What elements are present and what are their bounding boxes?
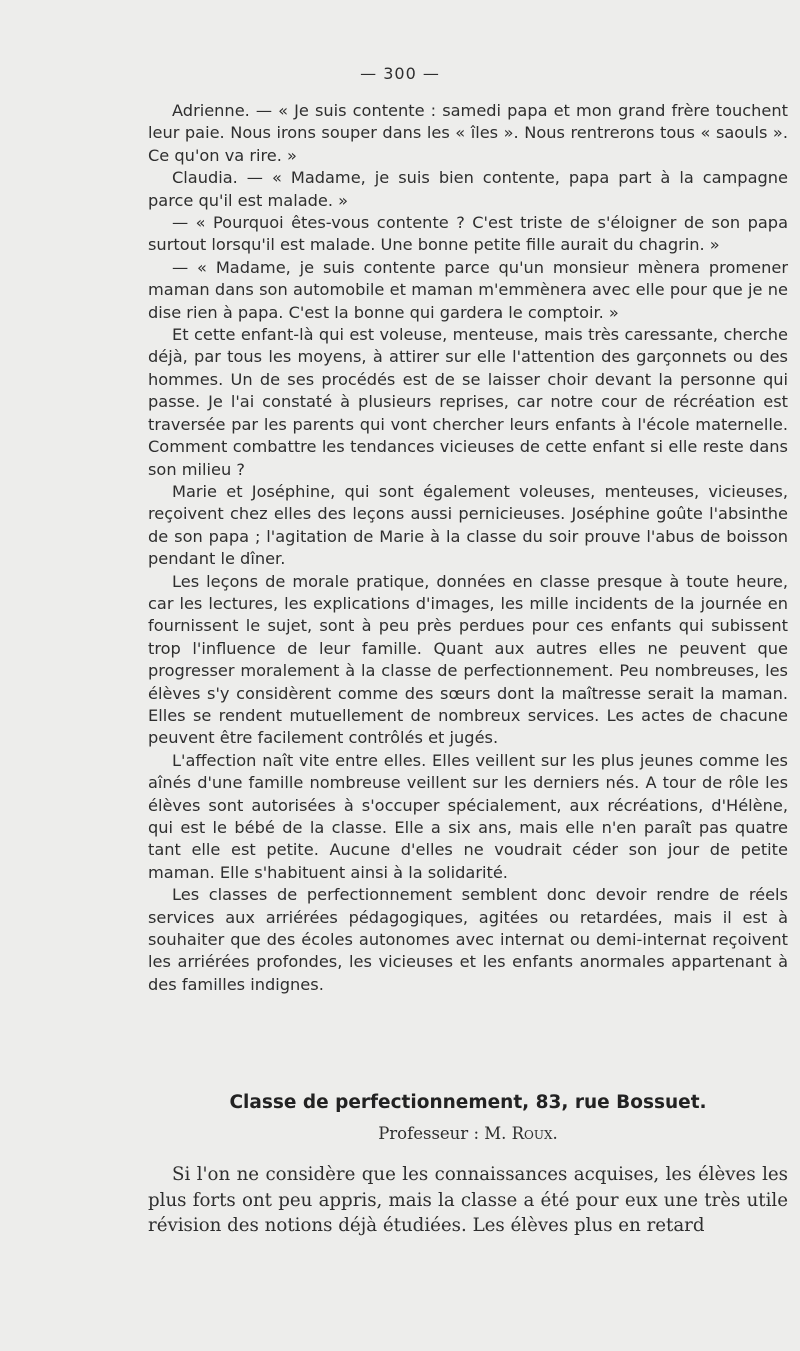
page-number: — 300 —: [360, 64, 440, 83]
paragraph: L'affection naît vite entre elles. Elles veillent sur les plus jeunes comme les aînés d'une famille nombreuse veillent sur les derniers nés. A tour de rôle les élèves sont autorisées à s'occuper spécialement, aux récréations, d'Hélène, qui est le bébé de la classe. Elle a six ans, mais elle n'en paraît pas quatre tant elle est petite. Aucune d'elles ne voudrait céder son jour de petite maman. Elle s'habituent ainsi à la solidarité.: [148, 750, 788, 882]
professor-name: M. Roux.: [484, 1124, 558, 1143]
paragraph: Les classes de perfectionnement semblent donc devoir rendre de réels services aux arriérées pédagogiques, agitées ou retardées, mais il est à souhaiter que des écoles autonomes avec internat ou demi-internat reçoivent les arriérées profondes, les vicieuses et les enfants anormales appartenant à des familles indignes.: [148, 885, 788, 994]
paragraph: — « Pourquoi êtes-vous contente ? C'est triste de s'éloigner de son papa surtout lorsqu'il est malade. Une bonne petite fille aurait du chagrin. »: [148, 213, 788, 255]
paragraph: Marie et Joséphine, qui sont également voleuses, menteuses, vicieuses, reçoivent chez elles des leçons aussi pernicieuses. Joséphine goûte l'absinthe de son papa ; l'agitation de Marie à la classe du soir prouve l'abus de boisson pendant le dîner.: [148, 481, 788, 569]
paragraph: Les leçons de morale pratique, données en classe presque à toute heure, car les lectures, les explications d'images, les mille incidents de la journée en fournissent le sujet, sont à peu près perdues pour ces enfants qui subissent trop l'influence de leur famille. Quant aux autres elles ne peuvent que progresser moralement à la classe de perfectionnement. Peu nombreuses, les élèves s'y considèrent comme des sœurs dont la maîtresse serait la maman. Elles se rendent mutuellement de nombreux services. Les actes de chacune peuvent être facilement contrôlés et jugés.: [148, 571, 788, 748]
professor-line: [148, 1124, 788, 1143]
paragraph: Adrienne. — « Je suis contente : samedi papa et mon grand frère touchent leur paie. Nous irons souper dans les « îles ». Nous rentrerons tous « saouls ». Ce qu'on va rire. »: [148, 101, 788, 165]
closing-text: [148, 1162, 788, 1239]
paragraph: — « Madame, je suis contente parce qu'un monsieur mènera promener maman dans son automobile et maman m'emmènera avec elle pour que je ne dise rien à papa. C'est la bonne qui gardera le comptoir. »: [148, 257, 788, 322]
professor-label: Professeur :: [378, 1124, 485, 1143]
paragraph: Et cette enfant-là qui est voleuse, menteuse, mais très caressante, cherche déjà, par tous les moyens, à attirer sur elle l'attention des garçonnets ou des hommes. Un de ses procédés est de se laisser choir devant la personne qui passe. Je l'ai constaté à plusieurs reprises, car notre cour de récréation est traversée par les parents qui vont chercher leurs enfants à l'école maternelle. Comment combattre les tendances vicieuses de cette enfant si elle reste dans son milieu ?: [148, 325, 788, 479]
paragraph: Si l'on ne considère que les connaissances acquises, les élèves les plus forts ont peu appris, mais la classe a été pour eux une très utile révision des notions déjà étudiées. Les élèves plus en retard: [148, 1164, 788, 1236]
section-heading: Classe de perfectionnement, 83, rue Bossuet.: [229, 1092, 707, 1113]
paragraph: Claudia. — « Madame, je suis bien contente, papa part à la campagne parce qu'il est malade. »: [148, 168, 788, 210]
body-text: [148, 100, 788, 996]
